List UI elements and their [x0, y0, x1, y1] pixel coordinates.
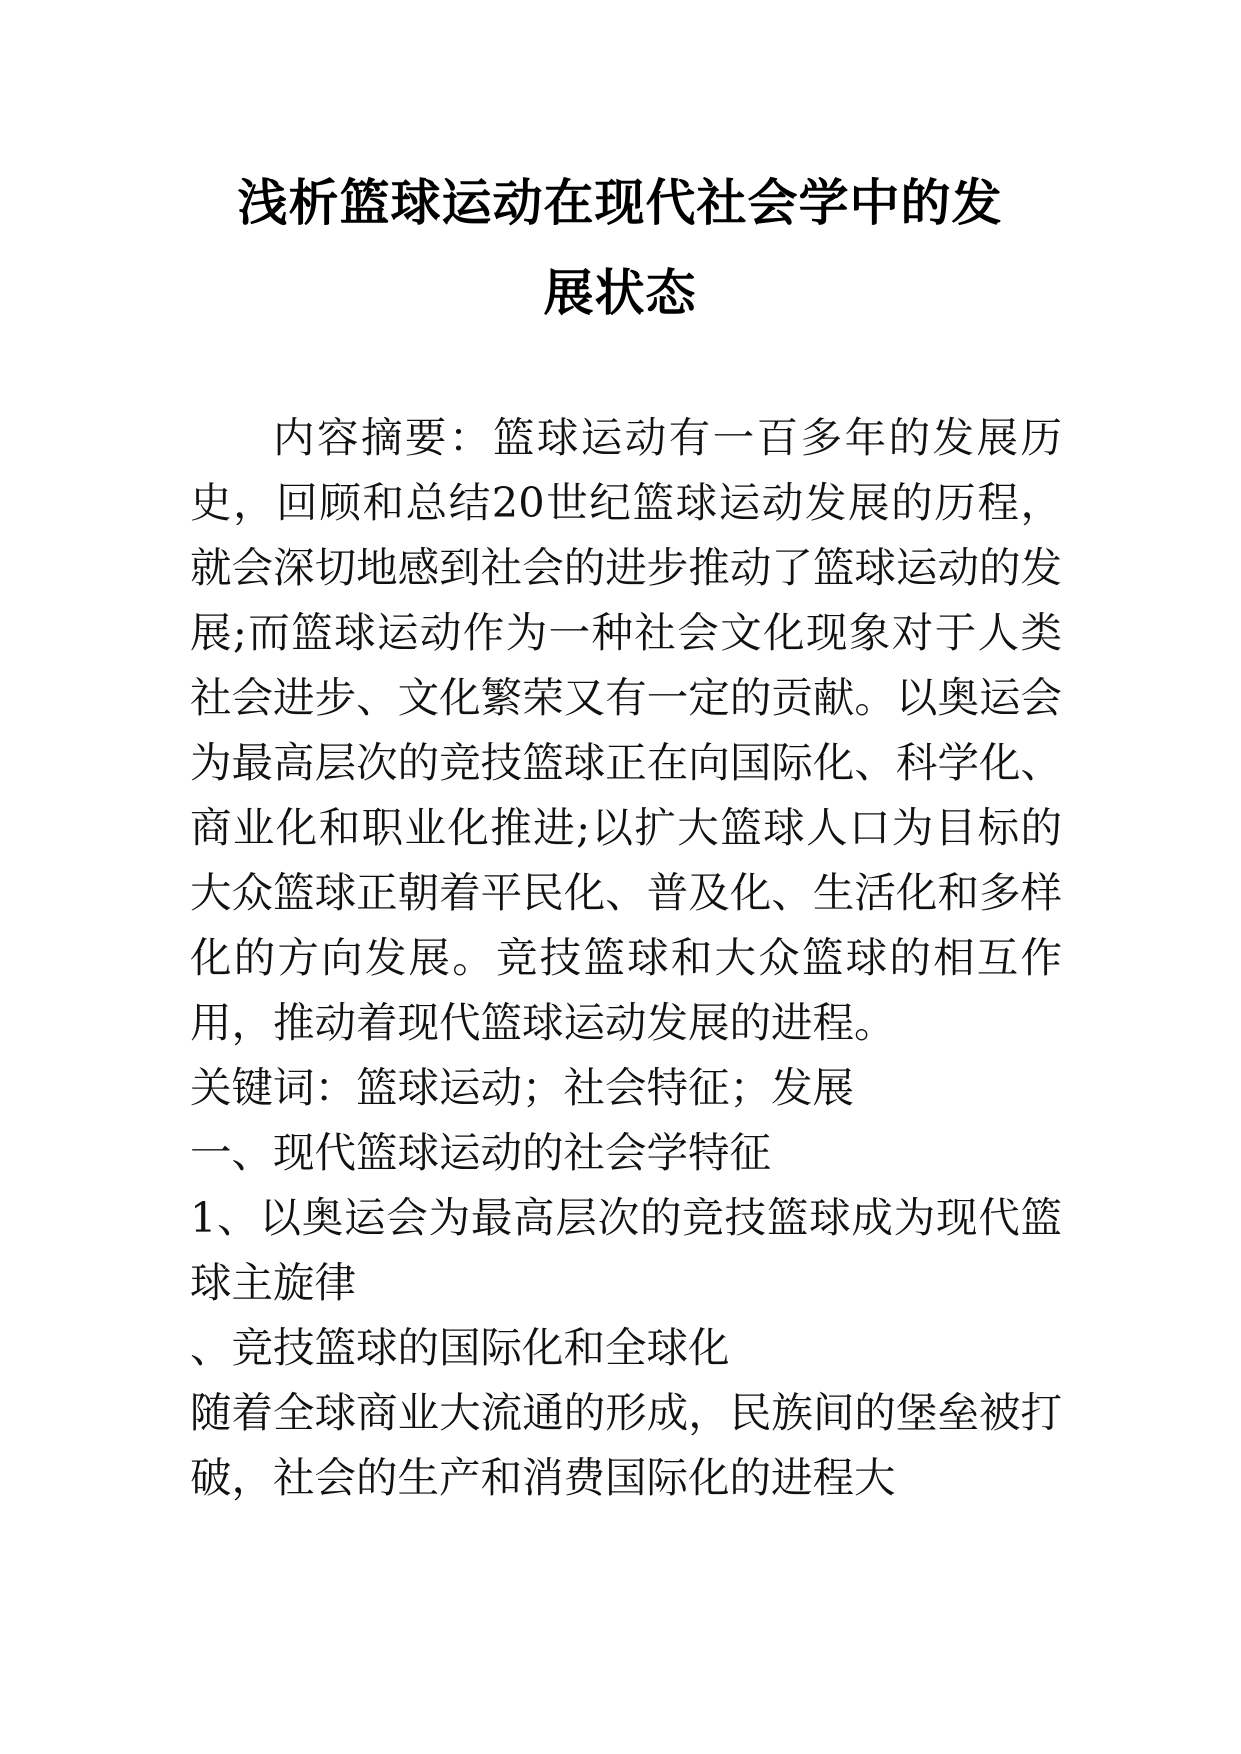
body-paragraph: 随着全球商业大流通的形成，民族间的堡垒被打破，社会的生产和消费国际化的进程大 — [190, 1388, 1062, 1502]
sub-subsection-heading: 、竞技篮球的国际化和全球化 — [190, 1323, 730, 1372]
keywords-line: 关键词：篮球运动；社会特征；发展 — [190, 1063, 855, 1112]
title-line-1: 浅析篮球运动在现代社会学中的发 — [237, 174, 1003, 232]
subsection-heading: 1、以奥运会为最高层次的竞技篮球成为现代篮球主旋律 — [190, 1193, 1062, 1307]
abstract-paragraph: 内容摘要：篮球运动有一百多年的发展历史，回顾和总结20世纪篮球运动发展的历程，就会深切地感到社会的进步推动了篮球运动的发展;而篮球运动作为一种社会文化现象对于人类社会进步、文化繁荣又有一定的贡献。以奥运会为最高层次的竞技篮球正在向国际化、科学化、商业化和职业化推进;以扩大篮球人口为目标的大众篮球正朝着平民化、普及化、生活化和多样化的方向发展。竞技篮球和大众篮球的相互作用，推动着现代篮球运动发展的进程。 — [190, 413, 1062, 1047]
document-title — [150, 158, 1090, 338]
title-line-2: 展状态 — [543, 264, 697, 322]
section-heading: 一、现代篮球运动的社会学特征 — [190, 1128, 772, 1177]
document-body — [190, 405, 1062, 1510]
